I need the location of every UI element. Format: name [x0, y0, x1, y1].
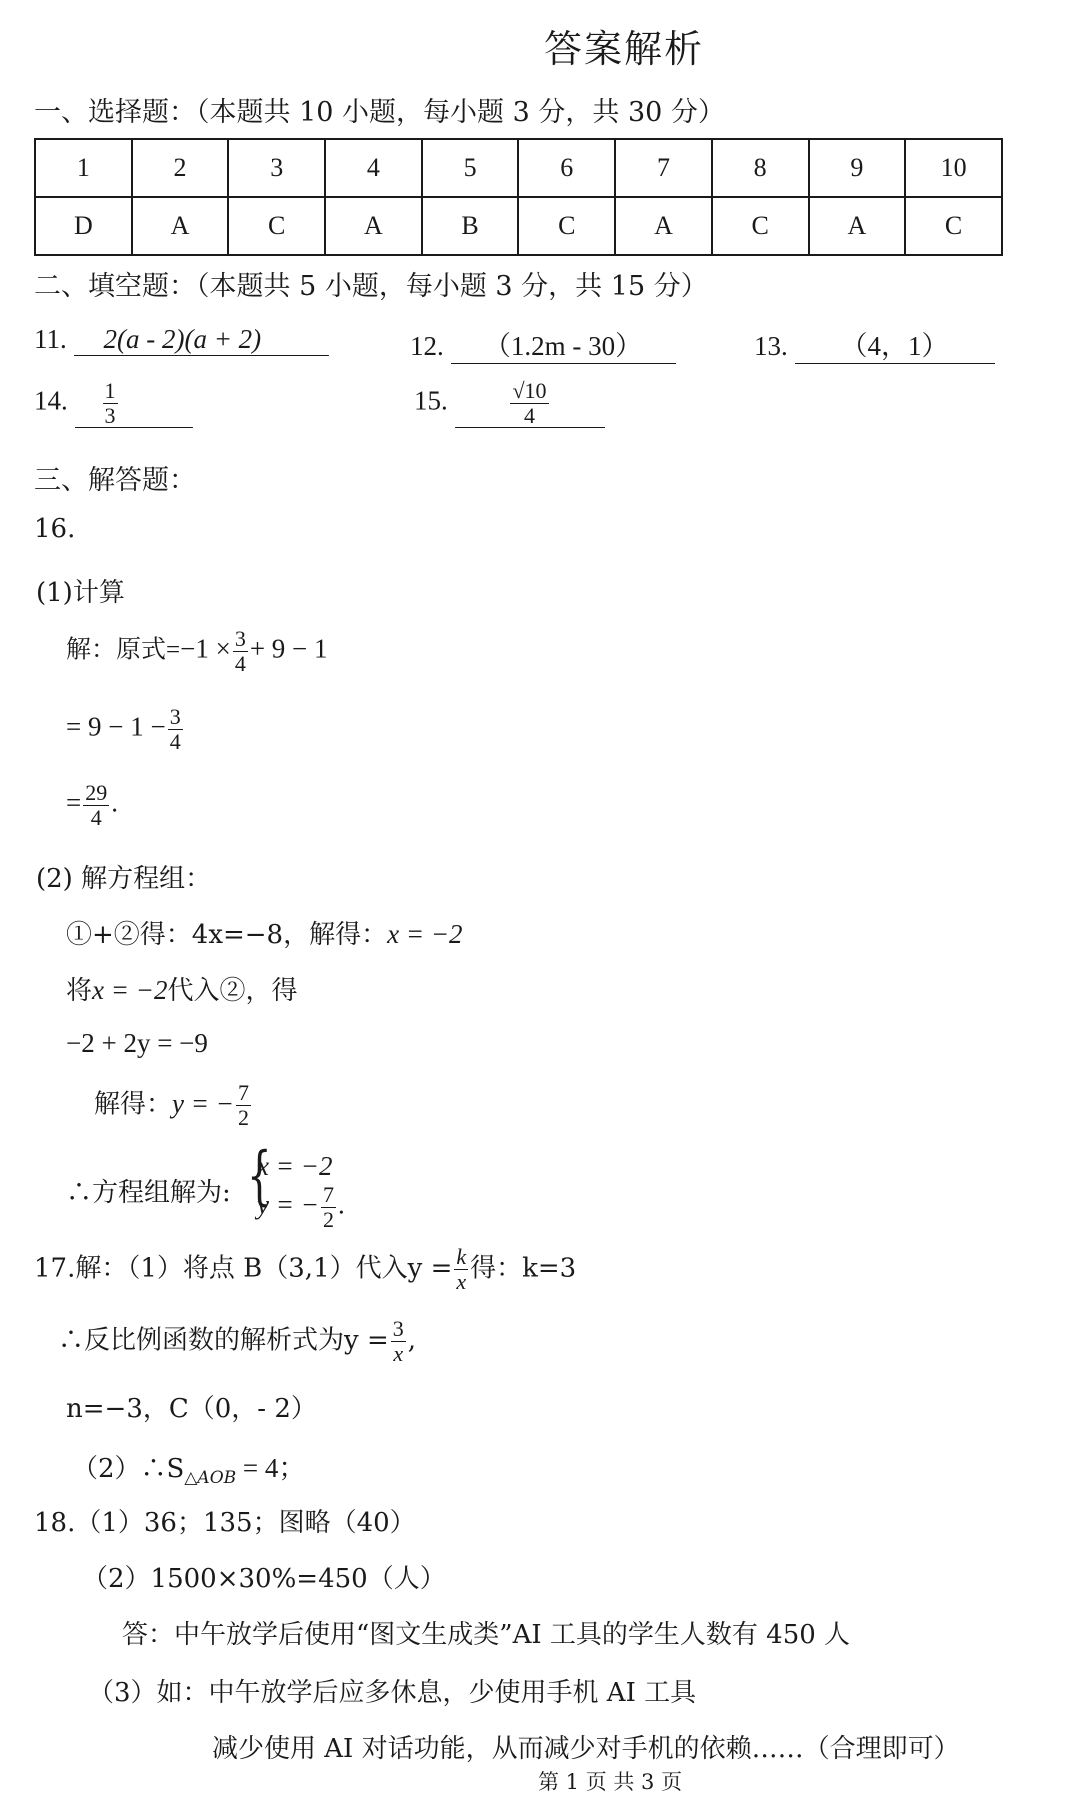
table-cell: C: [518, 197, 615, 255]
fraction-denominator: x: [393, 1341, 404, 1366]
table-cell: D: [35, 197, 132, 255]
q16-p1-line3-a: =: [66, 787, 82, 818]
q18-line5: 减少使用 AI 对话功能，从而减少对手机的依赖……（合理即可）: [212, 1734, 960, 1764]
q18-line3: 答：中午放学后使用“图文生成类”AI 工具的学生人数有 450 人: [122, 1620, 851, 1650]
table-cell: 5: [422, 139, 519, 197]
q16-part2-label: (2) 解方程组：: [36, 864, 212, 894]
table-cell: 2: [132, 139, 229, 197]
q16-p2-line1-math: x = −2: [387, 919, 463, 949]
q17-line2: [58, 1318, 416, 1365]
table-cell: 10: [905, 139, 1002, 197]
q15: [414, 380, 605, 428]
section2-heading: 二、填空题：（本题共 5 小题，每小题 3 分，共 15 分）: [34, 271, 708, 302]
q17-line1: [34, 1246, 576, 1293]
fraction-numerator: 3: [234, 626, 246, 651]
q16-p2-line5-a: ∴方程组解为:: [66, 1177, 231, 1208]
answer-table-answers-row: [35, 197, 1002, 255]
section3-heading: 三、解答题：: [34, 465, 196, 496]
q16-p1-line1-a: −1 ×: [180, 633, 231, 664]
table-cell: C: [905, 197, 1002, 255]
page-footer: 第 1 页 共 3 页: [538, 1770, 683, 1794]
q16-p1-line2-fraction: [168, 706, 183, 753]
table-cell: 9: [809, 139, 906, 197]
q16-p2-line2-b: 代入②，得: [167, 976, 298, 1006]
fraction-numerator: 1: [104, 378, 116, 403]
q16-p2-line2-math: x = −2: [92, 975, 168, 1005]
fraction-denominator: 3: [104, 403, 116, 428]
q17-line4-sub: △AOB: [184, 1468, 237, 1489]
q16-label: 16.: [34, 514, 76, 544]
q11-label: 11.: [34, 324, 67, 354]
fraction-numerator: 29: [85, 780, 108, 805]
fraction-denominator: 4: [90, 805, 102, 830]
fraction-numerator: 7: [322, 1181, 334, 1207]
fraction-numerator: k: [456, 1244, 467, 1269]
answer-table: [34, 138, 1003, 256]
q16-p1-line1-fraction: [233, 628, 248, 675]
left-brace-icon: {: [247, 1139, 272, 1213]
q11-answer: 2(a - 2)(a + 2): [74, 324, 329, 356]
q13-label: 13.: [754, 331, 788, 361]
fraction-numerator: 3: [169, 704, 181, 729]
q16-p2-line5: [66, 1139, 345, 1232]
q17-line4: [72, 1446, 305, 1488]
answer-table-numbers-row: [35, 139, 1002, 197]
table-cell: 7: [615, 139, 712, 197]
table-cell: A: [325, 197, 422, 255]
table-cell: 4: [325, 139, 422, 197]
fraction-numerator: 3: [392, 1316, 404, 1341]
q12-label: 12.: [410, 331, 444, 361]
system-row-1: x = −2: [257, 1151, 333, 1181]
q18-line2: （2）1500×30%=450（人）: [82, 1564, 446, 1594]
section1-heading: 一、选择题：（本题共 10 小题，每小题 3 分，共 30 分）: [34, 97, 725, 128]
table-cell: 3: [228, 139, 325, 197]
table-cell: A: [615, 197, 712, 255]
q17-line3: n=−3，C（0，- 2）: [66, 1394, 317, 1424]
q14-answer: [75, 380, 193, 428]
fraction-denominator: 2: [237, 1105, 249, 1130]
q16-p2-line1: [66, 914, 463, 951]
q16-p2-line1-text: ①+②得：4x=−8，解得：: [66, 920, 388, 950]
fraction-numerator: 7: [237, 1080, 249, 1105]
fraction-denominator: 4: [523, 403, 535, 428]
q12: [410, 324, 676, 364]
q11: [34, 324, 329, 356]
q16-p1-line1: [66, 628, 328, 675]
q16-p2-line2: [66, 970, 297, 1007]
q16-p2-system: [239, 1139, 345, 1232]
q13: [754, 324, 995, 364]
q13-answer: （4，1）: [795, 324, 995, 364]
table-cell: 6: [518, 139, 615, 197]
q16-p2-line4-fraction: [236, 1082, 251, 1129]
q15-fraction: [510, 380, 548, 427]
q15-answer: [455, 380, 605, 428]
fraction-denominator: 4: [169, 729, 181, 754]
system-row-2: y = − $\frac{7}{2}$ .: [257, 1181, 345, 1232]
q18-line1: 18.（1）36；135；图略（40）: [34, 1508, 416, 1538]
q16-p1-line1-b: + 9 − 1: [249, 633, 328, 664]
q15-label: 15.: [414, 385, 448, 416]
system-row-2-text: y = −: [257, 1189, 319, 1220]
page-title: 答案解析: [544, 27, 705, 71]
q14: [34, 380, 193, 428]
q12-answer: （1.2m - 30）: [451, 324, 676, 364]
q17-line4-a: （2）∴S: [72, 1454, 185, 1484]
table-cell: A: [809, 197, 906, 255]
table-cell: 1: [35, 139, 132, 197]
q16-p1-line1-prefix: 解：原式=: [66, 636, 181, 664]
q16-p2-line4: [94, 1082, 253, 1129]
q17-line1-fraction: [454, 1246, 468, 1293]
q17-line2-b: ,: [407, 1325, 417, 1356]
q18-line4: （3）如：中午放学后应多休息，少使用手机 AI 工具: [88, 1678, 697, 1708]
table-cell: A: [132, 197, 229, 255]
q16-p2-line4-a: 解得：: [94, 1089, 173, 1120]
table-cell: C: [228, 197, 325, 255]
fraction-numerator: √10: [512, 378, 547, 403]
q17-line1-a: 17.解：（1）将点 B（3,1）代入y =: [34, 1253, 453, 1284]
table-cell: 8: [712, 139, 809, 197]
fraction-denominator: 2: [322, 1206, 334, 1232]
table-cell: C: [712, 197, 809, 255]
q14-label: 14.: [34, 385, 68, 416]
q16-p2-line4-math: y = −: [172, 1088, 234, 1119]
q16-p1-line2: [66, 706, 185, 753]
q16-p2-line3: −2 + 2y = −9: [66, 1028, 208, 1058]
q17-line2-fraction: [391, 1318, 406, 1365]
q17-line2-a: ∴反比例函数的解析式为y =: [58, 1325, 389, 1356]
q16-p1-line3-b: .: [111, 787, 118, 818]
q17-line1-b: 得：k=3: [470, 1253, 577, 1284]
q16-p2-line2-a: 将: [66, 976, 93, 1006]
system-row-2-fraction: [321, 1181, 336, 1232]
table-cell: B: [422, 197, 519, 255]
q16-p1-line2-a: = 9 − 1 −: [66, 711, 166, 742]
q14-fraction: [103, 380, 118, 427]
q16-p1-line3-fraction: [83, 782, 109, 829]
q16-part1-label: (1)计算: [36, 578, 125, 608]
q17-line4-b: = 4；: [236, 1453, 306, 1483]
fraction-denominator: x: [456, 1269, 467, 1294]
q16-p1-line3: [66, 782, 118, 829]
fraction-denominator: 4: [234, 651, 246, 676]
